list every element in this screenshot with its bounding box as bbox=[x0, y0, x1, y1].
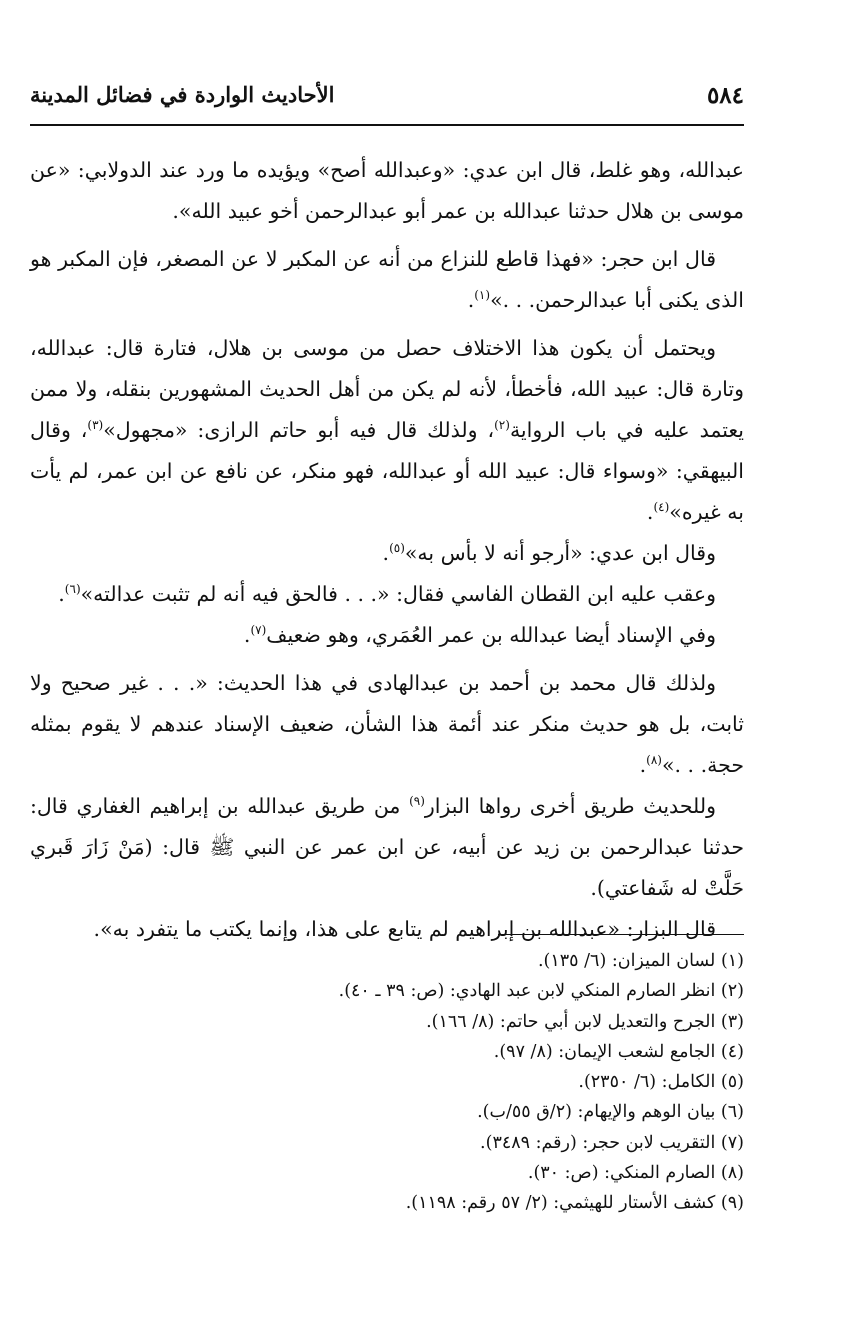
paragraph-text: من طريق عبدالله بن إبراهيم الغفاري قال: حدثنا عبدالرحمن بن زيد عن أبيه، عن ابن عمر عن النبي ﷺ قال: (مَنْ زَارَ قَبري حَلَّتْ له شَفاعتي). bbox=[30, 794, 744, 900]
page-number: ٥٨٤ bbox=[706, 82, 744, 109]
paragraph bbox=[30, 150, 744, 232]
paragraph-text: . bbox=[243, 623, 251, 647]
paragraph bbox=[30, 328, 744, 533]
paragraph-text: ولذلك قال محمد بن أحمد بن عبدالهادى في هذا الحديث: «. . . غير صحيح ولا ثابت، بل هو حديث منكر عند أئمة هذا الشأن، ضعيف الإسناد عندهم لا يقوم بمثله حجة. . .» bbox=[30, 671, 744, 777]
footnote: (١) لسان الميزان: (٦/ ١٣٥). bbox=[537, 951, 744, 971]
paragraph bbox=[30, 239, 744, 321]
paragraph-text: عبدالله، وهو غلط، قال ابن عدي: «وعبدالله أصح» ويؤيده ما ورد عند الدولابي: «عن موسى بن هلال حدثنا عبدالله بن عمر أبو عبدالرحمن أخو عبيد الله». bbox=[30, 158, 744, 223]
paragraph-text: قال البزار: «عبدالله بن إبراهيم لم يتابع على هذا، وإنما يكتب ما يتفرد به». bbox=[93, 917, 716, 941]
footnote-divider bbox=[498, 934, 744, 935]
paragraph-text: . bbox=[639, 753, 647, 777]
paragraph-text: وللحديث طريق أخرى رواها البزار bbox=[424, 794, 716, 818]
footnote: (٧) التقريب لابن حجر: (رقم: ٣٤٨٩). bbox=[480, 1132, 744, 1153]
footnote-ref[interactable]: (٦) bbox=[64, 582, 81, 597]
paragraph-text: ويحتمل أن يكون هذا الاختلاف حصل من موسى بن هلال، فتارة قال: عبدالله، وتارة قال: عبيد الله، فأخطأ، لأنه لم يكن من أهل الحديث المشهورين بنقله، ولا ممن يعتمد عليه في باب الرواية bbox=[30, 336, 744, 442]
paragraph-text: وعقب عليه ابن القطان الفاسي فقال: «. . . فالحق فيه أنه لم تثبت عدالته» bbox=[80, 582, 716, 606]
footnote-ref[interactable]: (٨) bbox=[646, 753, 662, 768]
paragraph-text: . bbox=[382, 541, 390, 565]
footnote-ref[interactable]: (٢) bbox=[494, 418, 510, 433]
paragraph-text: ، ولذلك قال فيه أبو حاتم الرازى: «مجهول» bbox=[103, 418, 495, 442]
footnote: (٤) الجامع لشعب الإيمان: (٨/ ٩٧). bbox=[493, 1041, 744, 1062]
paragraph bbox=[30, 909, 744, 950]
paragraph-text: وقال ابن عدي: «أرجو أنه لا بأس به» bbox=[404, 541, 716, 565]
footnote: (٣) الجرح والتعديل لابن أبي حاتم: (٨/ ١٦٦). bbox=[426, 1011, 744, 1032]
footnote-ref[interactable]: (١) bbox=[474, 288, 491, 303]
paragraph-text: . bbox=[467, 288, 475, 312]
paragraph-text: . bbox=[646, 500, 654, 524]
running-title: الأحاديث الواردة في فضائل المدينة bbox=[30, 82, 335, 107]
footnote: (٥) الكامل: (٦/ ٢٣٥٠). bbox=[578, 1072, 744, 1093]
paragraph bbox=[30, 786, 744, 909]
footnote-ref[interactable]: (٥) bbox=[389, 541, 405, 556]
footnote-ref[interactable]: (٩) bbox=[409, 794, 425, 809]
footnote: (٨) الصارم المنكي: (ص: ٣٠). bbox=[527, 1163, 744, 1184]
paragraph bbox=[30, 615, 744, 656]
paragraph bbox=[30, 663, 744, 786]
main-text bbox=[30, 150, 744, 950]
footnote-ref[interactable]: (٧) bbox=[250, 623, 267, 638]
footnote-ref[interactable]: (٤) bbox=[653, 500, 670, 515]
footnotes bbox=[104, 946, 744, 1219]
paragraph-text: قال ابن حجر: «فهذا قاطع للنزاع من أنه عن المكبر لا عن المصغر، فإن المكبر هو الذى يكنى أبا عبدالرحمن. . .» bbox=[30, 247, 744, 312]
footnote-ref[interactable]: (٣) bbox=[87, 418, 104, 433]
paragraph-text: وفي الإسناد أيضا عبدالله بن عمر العُمَري، وهو ضعيف bbox=[266, 623, 716, 647]
paragraph-text: . bbox=[58, 582, 65, 606]
header-divider bbox=[30, 124, 744, 126]
paragraph bbox=[30, 574, 744, 615]
footnote: (٦) بيان الوهم والإيهام: (٢/ق ٥٥/ب). bbox=[477, 1102, 744, 1123]
page-header bbox=[30, 82, 744, 116]
footnote: (٩) كشف الأستار للهيثمي: (٢/ ٥٧ رقم: ١١٩٨). bbox=[405, 1193, 744, 1214]
footnote: (٢) انظر الصارم المنكي لابن عبد الهادي: (ص: ٣٩ ـ ٤٠). bbox=[338, 981, 744, 1002]
paragraph bbox=[30, 533, 744, 574]
paragraph-text: ، وقال البيهقي: «وسواء قال: عبيد الله أو عبدالله، فهو منكر، عن نافع عن ابن عمر، لم يأت به غيره» bbox=[30, 418, 745, 524]
